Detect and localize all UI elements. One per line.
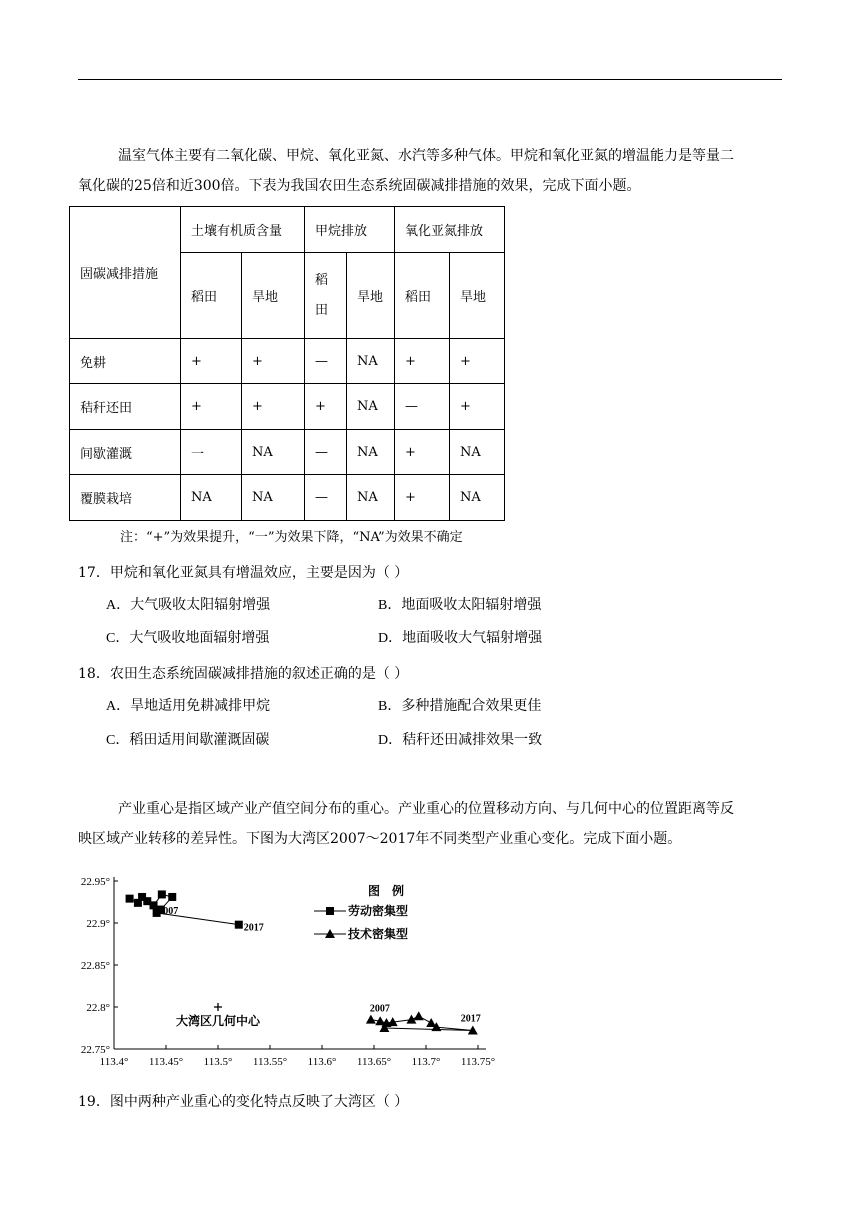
- q17-option-d[interactable]: D．地面吸收大气辐射增强: [378, 631, 543, 646]
- intro-paragraph-1: [78, 141, 784, 201]
- table-cell: —: [395, 384, 450, 430]
- group-header-n2o: 氧化亚氮排放: [395, 207, 505, 253]
- sub-header: 旱地: [347, 253, 395, 339]
- table-note: 注：“+”为效果提升，“一”为效果下降，“NA”为效果不确定: [120, 530, 463, 545]
- labor-intensive-point: [168, 893, 176, 901]
- row-label: 秸秆还田: [70, 384, 181, 430]
- table-cell: NA: [450, 430, 505, 475]
- group-header-soil: 土壤有机质含量: [181, 207, 305, 253]
- table-cell: +: [395, 430, 450, 475]
- table-cell: NA: [347, 384, 395, 430]
- table-cell: +: [242, 384, 305, 430]
- table-cell: —: [305, 475, 347, 521]
- tech-end-year-label: 2017: [460, 1013, 481, 1025]
- sub-header: 旱地: [242, 253, 305, 339]
- table-cell: +: [181, 339, 242, 384]
- table-cell: NA: [347, 430, 395, 475]
- intro-1-line-2: 氧化碳的25倍和近300倍。下表为我国农田生态系统固碳减排措施的效果，完成下面小题。: [78, 178, 641, 194]
- intro-2-line-1: 产业重心是指区域产业产值空间分布的重心。产业重心的位置移动方向、与几何中心的位置距离等反: [118, 801, 734, 817]
- tech-intensive-point: [366, 1015, 376, 1024]
- x-tick-label: 113.4°: [99, 1056, 129, 1068]
- labor-end-year-label: 2017: [243, 922, 264, 934]
- q18-option-c[interactable]: C．稻田适用间歇灌溉固碳: [106, 733, 270, 748]
- labor-intensive-point: [235, 921, 243, 929]
- y-tick-label: 22.85°: [80, 960, 110, 972]
- table-corner-header: 固碳减排措施: [70, 207, 181, 339]
- table-cell: +: [450, 339, 505, 384]
- x-tick-label: 113.7°: [411, 1056, 441, 1068]
- question-19-stem: 19．图中两种产业重心的变化特点反映了大湾区（ ）: [78, 1094, 409, 1110]
- table-cell: +: [181, 384, 242, 430]
- x-tick-label: 113.75°: [460, 1056, 496, 1068]
- table-cell: 一: [181, 430, 242, 475]
- table-cell: NA: [242, 475, 305, 521]
- gravity-center-chart: [70, 855, 510, 1090]
- table-row: [70, 430, 505, 475]
- table-cell: +: [242, 339, 305, 384]
- legend-square-icon: [326, 907, 334, 915]
- labor-start-year-label: 2007: [158, 905, 179, 917]
- q17-option-c[interactable]: C．大气吸收地面辐射增强: [106, 631, 270, 646]
- intro-paragraph-2: [78, 794, 784, 854]
- tech-start-year-label: 2007: [369, 1003, 390, 1015]
- x-tick-label: 113.65°: [356, 1056, 392, 1068]
- chart-svg: [70, 855, 510, 1090]
- tech-intensive-point: [414, 1011, 424, 1020]
- table-cell: NA: [242, 430, 305, 475]
- table-cell: —: [305, 430, 347, 475]
- table-cell: +: [305, 384, 347, 430]
- q18-option-d[interactable]: D．秸秆还田减排效果一致: [378, 733, 543, 748]
- table-cell: +: [450, 384, 505, 430]
- legend-label-tech: 技术密集型: [348, 927, 409, 941]
- sub-header: 稻田: [181, 253, 242, 339]
- header-rule: [78, 79, 782, 80]
- row-label: 间歇灌溉: [70, 430, 181, 475]
- x-tick-label: 113.45°: [148, 1056, 184, 1068]
- sub-header: 稻田: [395, 253, 450, 339]
- y-tick-label: 22.8°: [86, 1002, 110, 1014]
- q17-option-b[interactable]: B．地面吸收太阳辐射增强: [378, 598, 542, 613]
- labor-intensive-point: [150, 901, 158, 909]
- table-row: [70, 339, 505, 384]
- intro-2-line-2: 映区域产业转移的差异性。下图为大湾区2007～2017年不同类型产业重心变化。完成下面小题。: [78, 831, 682, 847]
- measures-table: [69, 206, 505, 521]
- x-tick-label: 113.55°: [252, 1056, 288, 1068]
- y-tick-label: 22.95°: [80, 876, 110, 888]
- q17-option-a[interactable]: A．大气吸收太阳辐射增强: [106, 598, 271, 613]
- group-header-methane: 甲烷排放: [305, 207, 395, 253]
- row-label: 覆膜栽培: [70, 475, 181, 521]
- table-cell: NA: [347, 339, 395, 384]
- sub-header: 稻田: [305, 253, 347, 339]
- question-17-stem: 17．甲烷和氧化亚氮具有增温效应，主要是因为（ ）: [78, 565, 409, 581]
- labor-intensive-point: [126, 895, 134, 903]
- x-tick-label: 113.6°: [307, 1056, 337, 1068]
- legend-label-labor: 劳动密集型: [348, 904, 409, 918]
- geometric-center-label: 大湾区几何中心: [175, 1014, 261, 1028]
- table-cell: NA: [181, 475, 242, 521]
- x-tick-label: 113.5°: [203, 1056, 233, 1068]
- question-18-stem: 18．农田生态系统固碳减排措施的叙述正确的是（ ）: [78, 666, 409, 682]
- legend-title: 图 例: [368, 884, 405, 898]
- table-cell: +: [395, 339, 450, 384]
- y-tick-label: 22.9°: [86, 918, 110, 930]
- table-row: [70, 475, 505, 521]
- row-label: 免耕: [70, 339, 181, 384]
- y-tick-label: 22.75°: [80, 1044, 110, 1056]
- table-row: [70, 384, 505, 430]
- table-cell: NA: [347, 475, 395, 521]
- q18-option-b[interactable]: B．多种措施配合效果更佳: [378, 699, 542, 714]
- sub-header: 旱地: [450, 253, 505, 339]
- q18-option-a[interactable]: A．旱地适用免耕减排甲烷: [106, 699, 271, 714]
- table-cell: +: [395, 475, 450, 521]
- table-cell: NA: [450, 475, 505, 521]
- labor-intensive-point: [158, 890, 166, 898]
- table-cell: —: [305, 339, 347, 384]
- intro-1-line-1: 温室气体主要有二氧化碳、甲烷、氧化亚氮、水汽等多种气体。甲烷和氧化亚氮的增温能力是等量二: [118, 148, 734, 164]
